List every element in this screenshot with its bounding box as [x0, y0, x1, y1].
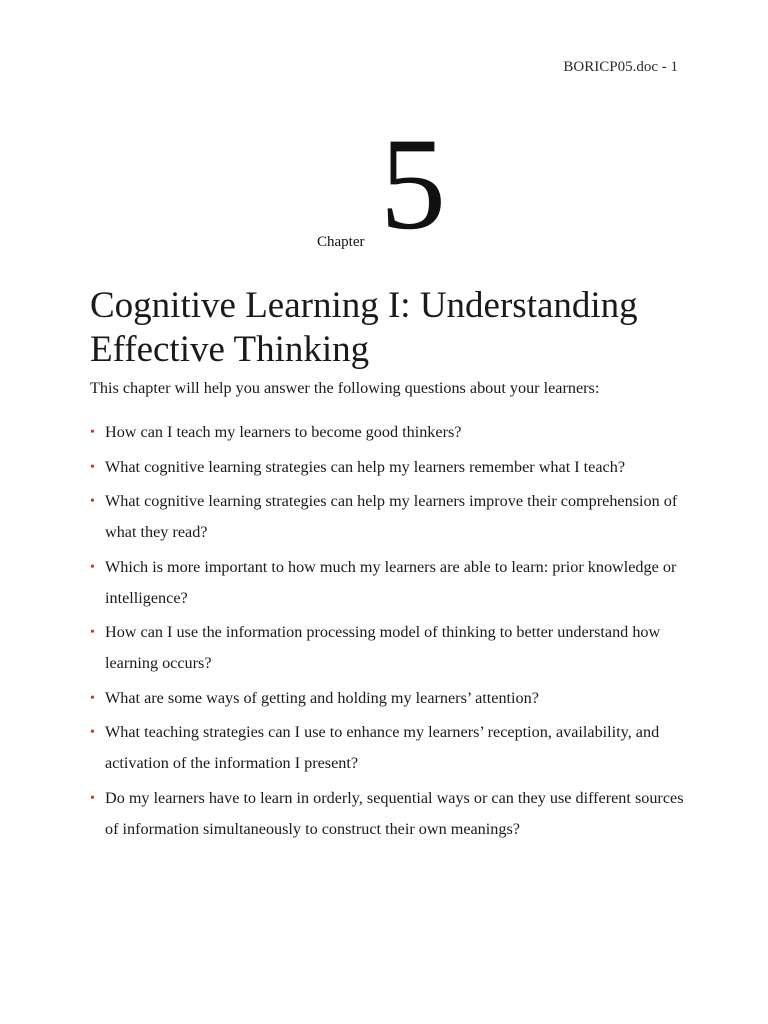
bullet-icon: • — [90, 425, 95, 440]
bullet-icon: • — [90, 690, 95, 706]
bullet-icon: • — [90, 494, 95, 509]
document-header-id: BORICP05.doc - 1 — [563, 59, 678, 75]
chapter-title-line-1: Cognitive Learning I: Understanding — [90, 285, 638, 326]
question-text: How can I use the information processing model of thinking to better understand how learning occurs? — [105, 623, 661, 672]
question-item — [90, 486, 700, 548]
question-item — [90, 717, 700, 779]
question-item — [90, 617, 700, 679]
bullet-icon: • — [90, 625, 95, 640]
question-list — [90, 417, 700, 848]
question-item — [90, 417, 700, 448]
question-text: How can I teach my learners to become good thinkers? — [105, 423, 462, 441]
question-item — [90, 452, 700, 483]
question-item — [90, 683, 700, 714]
chapter-number: 5 — [380, 110, 446, 257]
intro-text: This chapter will help you answer the following questions about your learners: — [90, 379, 600, 397]
bullet-icon: • — [90, 790, 95, 806]
question-text: What teaching strategies can I use to enhance my learners’ reception, availability, and activation of the information I present? — [105, 723, 660, 772]
bullet-icon: • — [90, 459, 95, 475]
chapter-title — [90, 284, 710, 372]
bullet-icon: • — [90, 559, 95, 575]
question-item — [90, 552, 700, 614]
question-text: Which is more important to how much my learners are able to learn: prior knowledge or intelligence? — [105, 557, 677, 607]
question-text: Do my learners have to learn in orderly, sequential ways or can they use different sources of information simultaneously to construct their own meanings? — [105, 788, 684, 838]
question-text: What cognitive learning strategies can help my learners improve their comprehension of what they read? — [105, 492, 678, 541]
chapter-label: Chapter — [317, 234, 365, 250]
question-text: What cognitive learning strategies can help my learners remember what I teach? — [105, 457, 626, 476]
bullet-icon: • — [90, 725, 95, 740]
question-text: What are some ways of getting and holding my learners’ attention? — [105, 688, 539, 707]
question-item — [90, 783, 700, 845]
chapter-title-line-2: Effective Thinking — [90, 329, 370, 370]
